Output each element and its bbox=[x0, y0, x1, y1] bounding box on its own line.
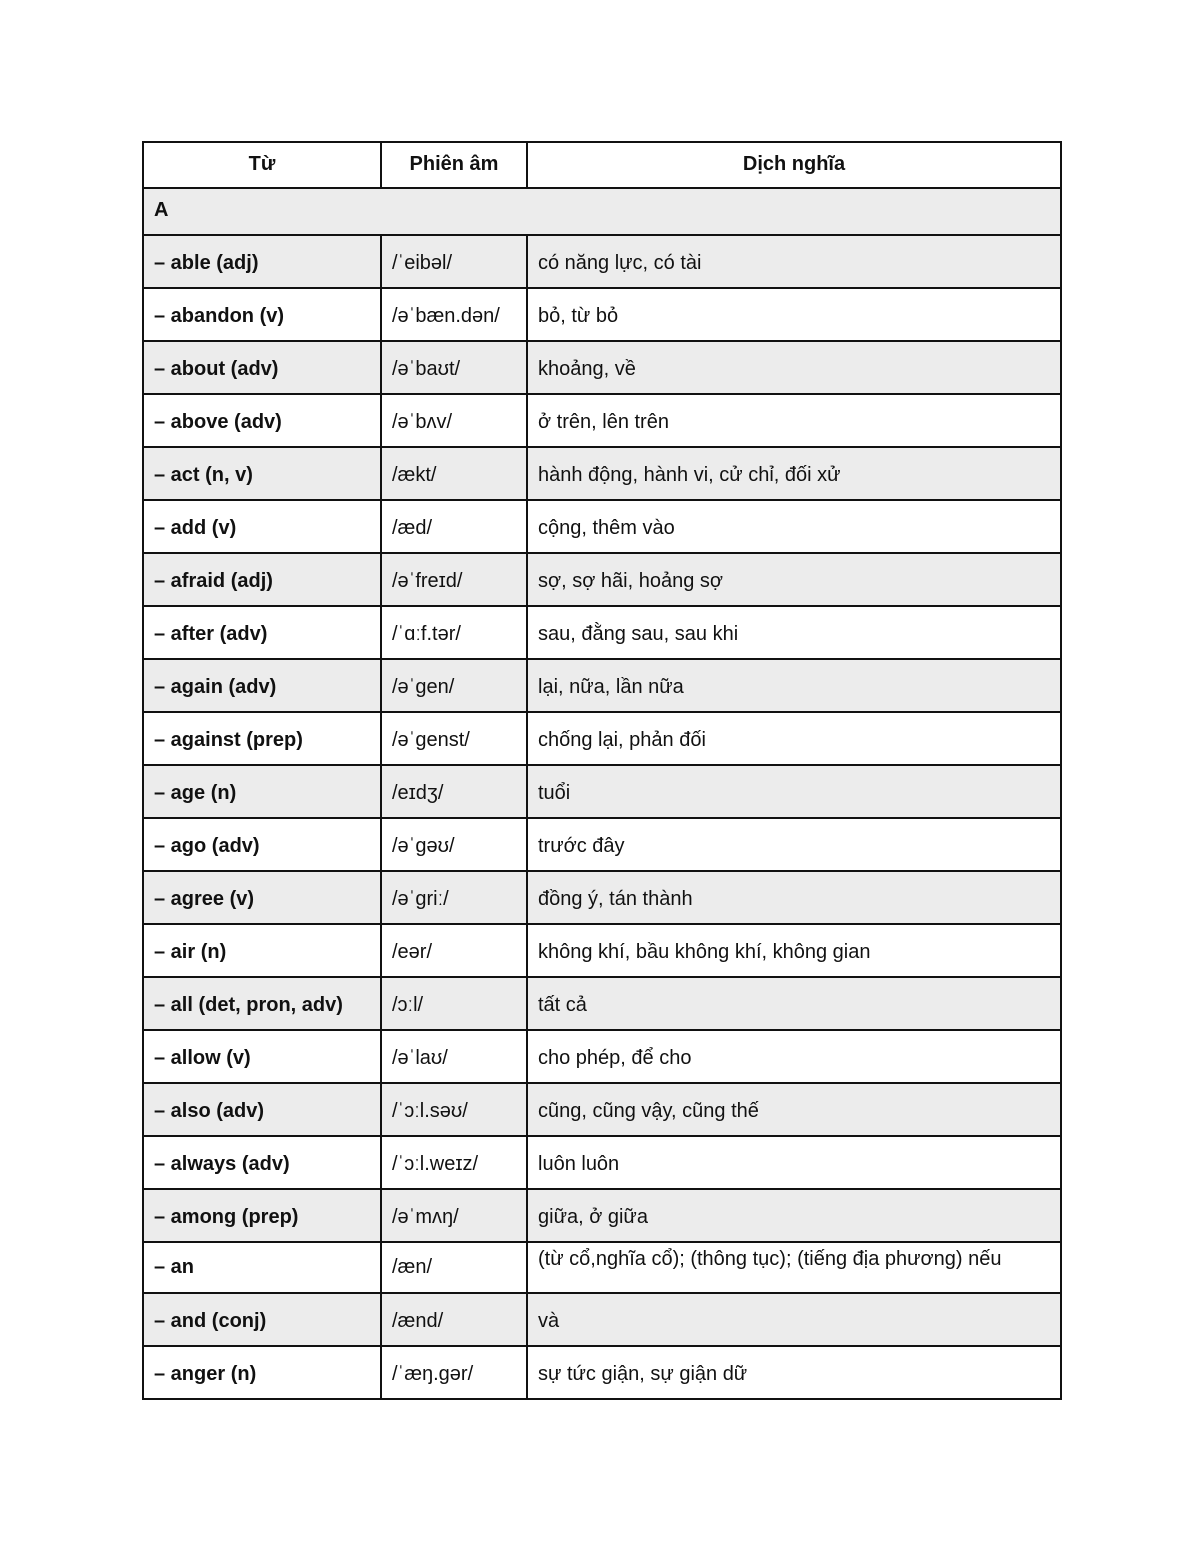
vocabulary-table bbox=[142, 141, 1062, 1400]
ipa-cell: /ækt/ bbox=[381, 447, 527, 500]
meaning-cell: ở trên, lên trên bbox=[527, 394, 1061, 447]
section-row bbox=[143, 188, 1061, 235]
meaning-cell: sợ, sợ hãi, hoảng sợ bbox=[527, 553, 1061, 606]
word-cell: – anger (n) bbox=[143, 1346, 381, 1399]
meaning-cell: luôn luôn bbox=[527, 1136, 1061, 1189]
meaning-cell: và bbox=[527, 1293, 1061, 1346]
header-ipa: Phiên âm bbox=[381, 142, 527, 188]
ipa-cell: /əˈɡenst/ bbox=[381, 712, 527, 765]
table-row bbox=[143, 606, 1061, 659]
ipa-cell: /əˈlaʊ/ bbox=[381, 1030, 527, 1083]
word-cell: – allow (v) bbox=[143, 1030, 381, 1083]
ipa-cell: /əˈbʌv/ bbox=[381, 394, 527, 447]
header-meaning: Dịch nghĩa bbox=[527, 142, 1061, 188]
word-cell: – age (n) bbox=[143, 765, 381, 818]
ipa-cell: /æn/ bbox=[381, 1242, 527, 1293]
word-cell: – also (adv) bbox=[143, 1083, 381, 1136]
header-word: Từ bbox=[143, 142, 381, 188]
word-cell: – an bbox=[143, 1242, 381, 1293]
word-cell: – against (prep) bbox=[143, 712, 381, 765]
ipa-cell: /eɪdʒ/ bbox=[381, 765, 527, 818]
ipa-cell: /əˈfreɪd/ bbox=[381, 553, 527, 606]
ipa-cell: /ænd/ bbox=[381, 1293, 527, 1346]
meaning-cell: sau, đằng sau, sau khi bbox=[527, 606, 1061, 659]
table-row bbox=[143, 553, 1061, 606]
table-row bbox=[143, 1242, 1061, 1293]
word-cell: – and (conj) bbox=[143, 1293, 381, 1346]
ipa-cell: /æd/ bbox=[381, 500, 527, 553]
ipa-cell: /ˈɔːl.səʊ/ bbox=[381, 1083, 527, 1136]
meaning-cell: hành động, hành vi, cử chỉ, đối xử bbox=[527, 447, 1061, 500]
word-cell: – among (prep) bbox=[143, 1189, 381, 1242]
word-cell: – afraid (adj) bbox=[143, 553, 381, 606]
ipa-cell: /əˈɡəʊ/ bbox=[381, 818, 527, 871]
ipa-cell: /əˈbæn.dən/ bbox=[381, 288, 527, 341]
meaning-cell: chống lại, phản đối bbox=[527, 712, 1061, 765]
ipa-cell: /ɔːl/ bbox=[381, 977, 527, 1030]
table-row bbox=[143, 659, 1061, 712]
meaning-cell: khoảng, về bbox=[527, 341, 1061, 394]
meaning-cell: (từ cổ,nghĩa cổ); (thông tục); (tiếng địa phương) nếu bbox=[527, 1242, 1061, 1293]
word-cell: – add (v) bbox=[143, 500, 381, 553]
ipa-cell: /ˈeibəl/ bbox=[381, 235, 527, 288]
meaning-cell: cho phép, để cho bbox=[527, 1030, 1061, 1083]
table-row bbox=[143, 977, 1061, 1030]
meaning-cell: tuổi bbox=[527, 765, 1061, 818]
word-cell: – all (det, pron, adv) bbox=[143, 977, 381, 1030]
word-cell: – again (adv) bbox=[143, 659, 381, 712]
ipa-cell: /ˈɔːl.weɪz/ bbox=[381, 1136, 527, 1189]
ipa-cell: /əˈɡen/ bbox=[381, 659, 527, 712]
meaning-cell: bỏ, từ bỏ bbox=[527, 288, 1061, 341]
table-row bbox=[143, 1030, 1061, 1083]
table-row bbox=[143, 765, 1061, 818]
meaning-cell: trước đây bbox=[527, 818, 1061, 871]
table-row bbox=[143, 1346, 1061, 1399]
meaning-cell: tất cả bbox=[527, 977, 1061, 1030]
table-row bbox=[143, 1083, 1061, 1136]
table-row bbox=[143, 288, 1061, 341]
word-cell: – always (adv) bbox=[143, 1136, 381, 1189]
table-row bbox=[143, 235, 1061, 288]
ipa-cell: /əˈɡriː/ bbox=[381, 871, 527, 924]
table-row bbox=[143, 341, 1061, 394]
meaning-cell: không khí, bầu không khí, không gian bbox=[527, 924, 1061, 977]
meaning-cell: sự tức giận, sự giận dữ bbox=[527, 1346, 1061, 1399]
meaning-cell: cộng, thêm vào bbox=[527, 500, 1061, 553]
table-row bbox=[143, 447, 1061, 500]
word-cell: – after (adv) bbox=[143, 606, 381, 659]
ipa-cell: /ˈɑːf.tər/ bbox=[381, 606, 527, 659]
table-header-row bbox=[143, 142, 1061, 188]
word-cell: – able (adj) bbox=[143, 235, 381, 288]
meaning-cell: có năng lực, có tài bbox=[527, 235, 1061, 288]
word-cell: – agree (v) bbox=[143, 871, 381, 924]
table-row bbox=[143, 1136, 1061, 1189]
table-row bbox=[143, 500, 1061, 553]
ipa-cell: /əˈbaʊt/ bbox=[381, 341, 527, 394]
ipa-cell: /ˈæŋ.ɡər/ bbox=[381, 1346, 527, 1399]
word-cell: – ago (adv) bbox=[143, 818, 381, 871]
word-cell: – about (adv) bbox=[143, 341, 381, 394]
table-row bbox=[143, 871, 1061, 924]
table-row bbox=[143, 1293, 1061, 1346]
table-row bbox=[143, 1189, 1061, 1242]
ipa-cell: /eər/ bbox=[381, 924, 527, 977]
meaning-cell: đồng ý, tán thành bbox=[527, 871, 1061, 924]
word-cell: – act (n, v) bbox=[143, 447, 381, 500]
meaning-cell: giữa, ở giữa bbox=[527, 1189, 1061, 1242]
word-cell: – above (adv) bbox=[143, 394, 381, 447]
word-cell: – air (n) bbox=[143, 924, 381, 977]
ipa-cell: /əˈmʌŋ/ bbox=[381, 1189, 527, 1242]
table-body bbox=[143, 188, 1061, 1399]
meaning-cell: lại, nữa, lần nữa bbox=[527, 659, 1061, 712]
table-row bbox=[143, 924, 1061, 977]
table-row bbox=[143, 712, 1061, 765]
meaning-cell: cũng, cũng vậy, cũng thế bbox=[527, 1083, 1061, 1136]
table-row bbox=[143, 394, 1061, 447]
section-letter: A bbox=[143, 188, 1061, 235]
word-cell: – abandon (v) bbox=[143, 288, 381, 341]
table-row bbox=[143, 818, 1061, 871]
